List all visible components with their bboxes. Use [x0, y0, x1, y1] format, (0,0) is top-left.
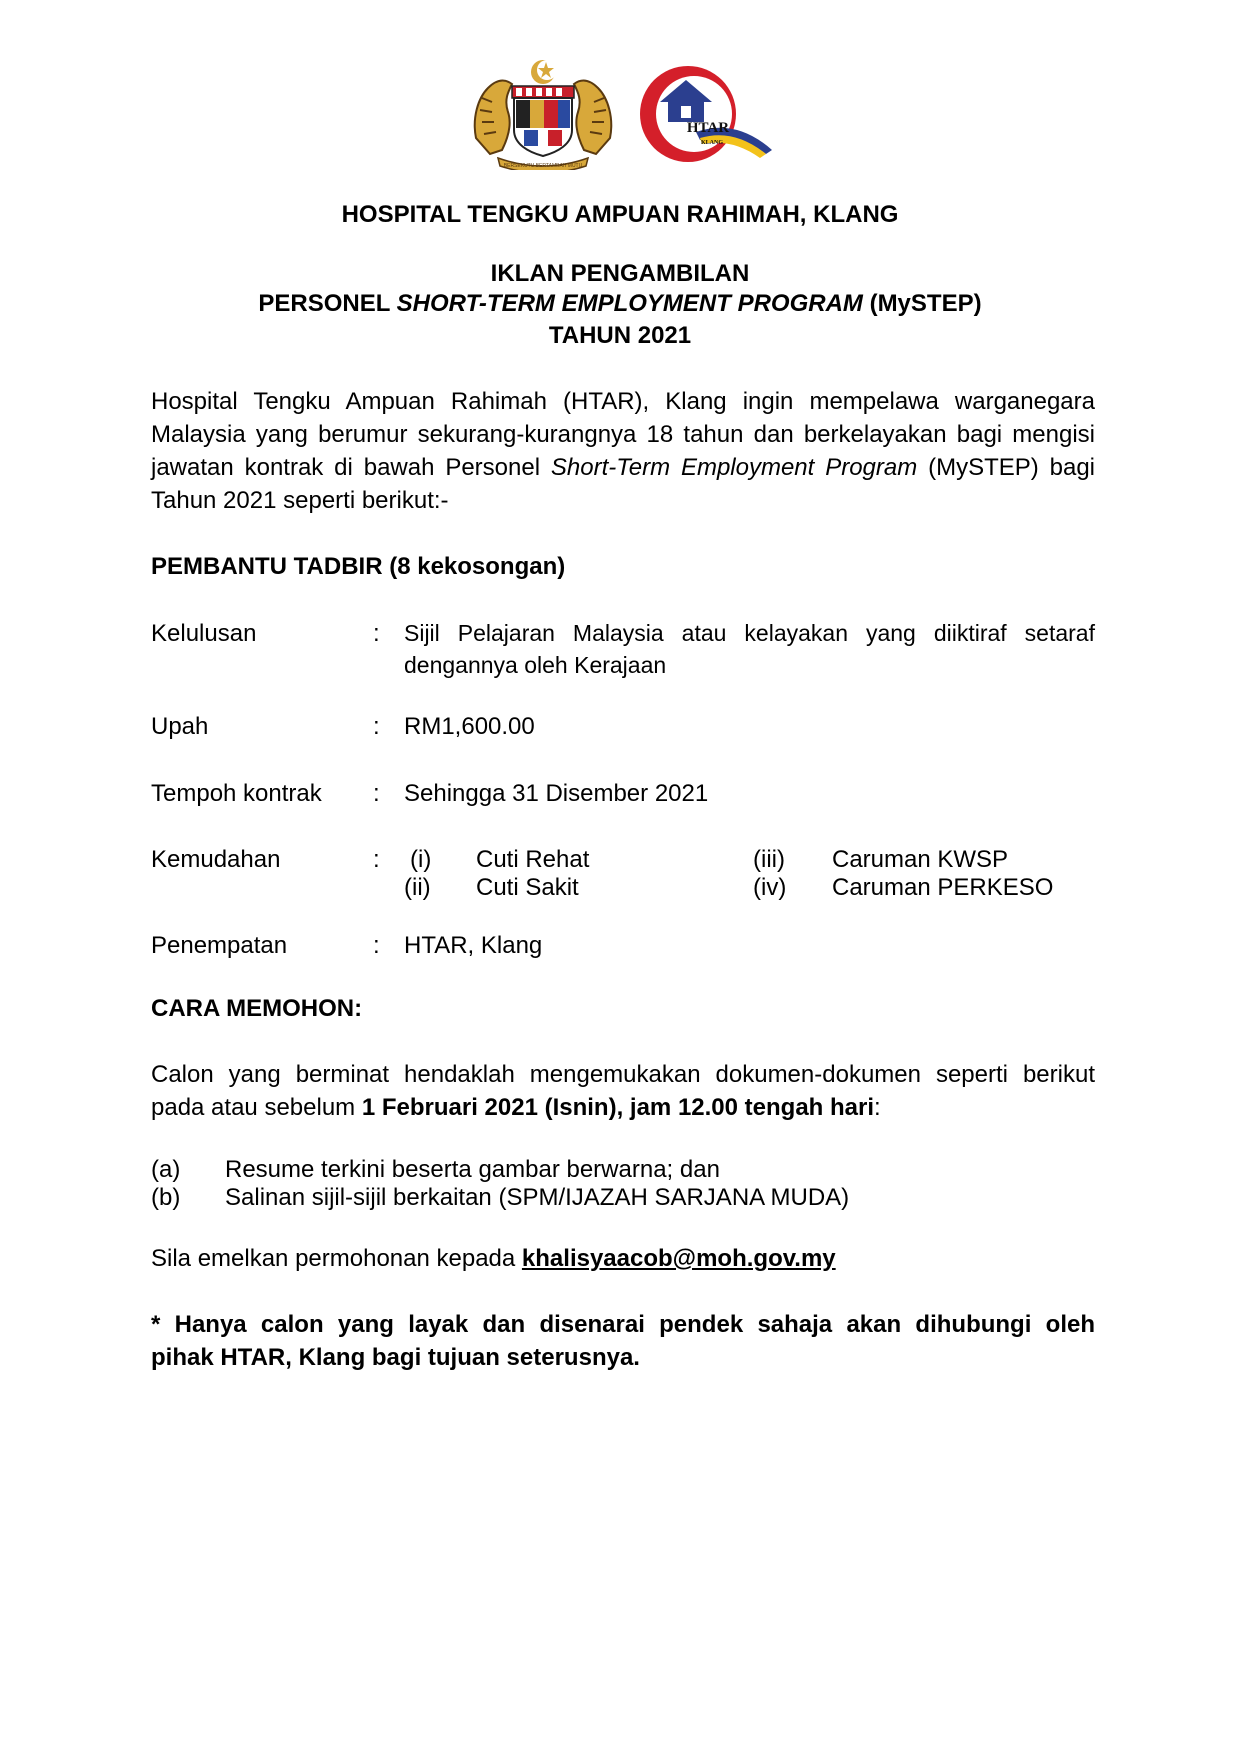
- crest-motto: BERSEKUTU BERTAMBAH MUTU: [503, 163, 583, 169]
- kemudahan-item-3-text: Caruman KWSP: [832, 846, 1009, 873]
- kemudahan-label: Kemudahan: [151, 846, 281, 873]
- title-program: [0, 290, 1240, 318]
- title-year: TAHUN 2021: [548, 322, 692, 349]
- kemudahan-item-2-num: (ii): [404, 874, 431, 901]
- intro-line-3: [151, 451, 1095, 484]
- title-recruitment: IKLAN PENGAMBILAN: [490, 260, 750, 287]
- kelulusan-value-line-2: dengannya oleh Kerajaan: [404, 652, 667, 678]
- hospital-name: HOSPITAL TENGKU AMPUAN RAHIMAH, KLANG: [341, 201, 899, 228]
- apply-paragraph: [151, 1058, 1095, 1124]
- title-program-part2: SHORT-TERM EMPLOYMENT PROGRAM: [396, 290, 863, 317]
- intro-line-4: Tahun 2021 seperti berikut:-: [151, 487, 449, 514]
- position-heading: PEMBANTU TADBIR (8 kekosongan): [151, 553, 566, 580]
- upah-value: RM1,600.00: [404, 713, 535, 740]
- tempoh-value: Sehingga 31 Disember 2021: [404, 780, 709, 807]
- tempoh-colon: :: [373, 780, 380, 807]
- email-intro: Sila emelkan permohonan kepada: [151, 1245, 522, 1272]
- apply-heading: CARA MEMOHON:: [151, 995, 363, 1022]
- upah-label: Upah: [151, 713, 209, 740]
- kemudahan-item-1-num: (i): [410, 846, 432, 873]
- intro-line-3-c: (MySTEP) bagi: [917, 454, 1096, 481]
- title-program-part1: PERSONEL: [258, 290, 397, 317]
- coat-of-arms-logo: [468, 58, 618, 170]
- kelulusan-value-line-1: Sijil Pelajaran Malaysia atau kelayakan yang diiktiraf setaraf: [404, 620, 1095, 646]
- apply-line-2: [151, 1091, 1095, 1124]
- htar-logo-text: HTAR: [686, 120, 730, 136]
- kelulusan-label: Kelulusan: [151, 620, 257, 647]
- kemudahan-item-2-text: Cuti Sakit: [476, 874, 579, 901]
- penempatan-value: HTAR, Klang: [404, 932, 543, 959]
- kemudahan-item-4-text: Caruman PERKESO: [832, 874, 1054, 901]
- apply-line-1: Calon yang berminat hendaklah mengemukakan dokumen-dokumen seperti berikut: [151, 1061, 1095, 1088]
- penempatan-label: Penempatan: [151, 932, 288, 959]
- intro-line-1: Hospital Tengku Ampuan Rahimah (HTAR), Klang ingin mempelawa warganegara: [151, 388, 1095, 415]
- doc-b-text: Salinan sijil-sijil berkaitan (SPM/IJAZAH SARJANA MUDA): [225, 1184, 850, 1211]
- doc-a-text: Resume terkini beserta gambar berwarna; dan: [225, 1156, 720, 1183]
- apply-deadline: 1 Februari 2021 (Isnin), jam 12.00 tengah hari: [361, 1094, 875, 1121]
- upah-colon: :: [373, 713, 380, 740]
- penempatan-colon: :: [373, 932, 380, 959]
- title-program-part3: (MySTEP): [862, 290, 982, 317]
- doc-b-num: (b): [151, 1184, 181, 1211]
- kelulusan-value: [404, 620, 1095, 679]
- intro-line-3-a: jawatan kontrak di bawah Personel: [151, 454, 551, 481]
- note-line-2: pihak HTAR, Klang bagi tujuan seterusnya.: [151, 1344, 640, 1371]
- htar-logo: [636, 62, 776, 166]
- htar-logo-sub: KLANG: [700, 140, 724, 146]
- kemudahan-item-3-num: (iii): [753, 846, 785, 873]
- apply-line-2-a: pada atau sebelum: [151, 1094, 362, 1121]
- kemudahan-colon: :: [373, 846, 380, 873]
- note-paragraph: [151, 1308, 1095, 1374]
- tempoh-label: Tempoh kontrak: [151, 780, 322, 807]
- doc-a-num: (a): [151, 1156, 181, 1183]
- kelulusan-colon: :: [373, 620, 380, 647]
- note-line-1: * Hanya calon yang layak dan disenarai pendek sahaja akan dihubungi oleh: [151, 1311, 1095, 1338]
- kemudahan-item-4-num: (iv): [753, 874, 787, 901]
- intro-line-2: Malaysia yang berumur sekurang-kurangnya 18 tahun dan berkelayakan bagi mengisi: [151, 421, 1095, 448]
- email-link[interactable]: khalisyaacob@moh.gov.my: [521, 1245, 836, 1272]
- intro-line-3-b: Short-Term Employment Program: [550, 454, 918, 481]
- kemudahan-item-1-text: Cuti Rehat: [476, 846, 590, 873]
- email-line: [151, 1245, 1095, 1273]
- apply-line-2-c: :: [874, 1094, 881, 1121]
- logo-area: [0, 58, 1240, 168]
- intro-paragraph: [151, 385, 1095, 517]
